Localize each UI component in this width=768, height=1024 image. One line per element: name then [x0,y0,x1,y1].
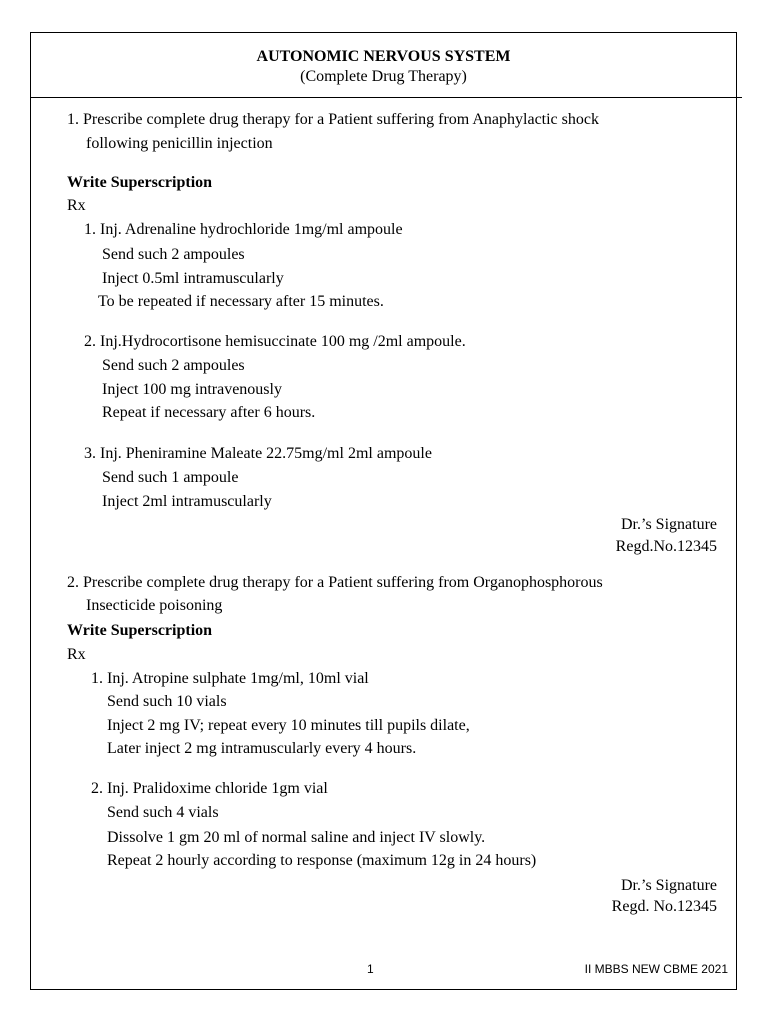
q1-drug2-line3: Inject 100 mg intravenously [102,381,282,398]
q1-signature: Dr.’s Signature [621,516,717,533]
q2-prompt-line1: 2. Prescribe complete drug therapy for a Patient suffering from Organophosphorous [67,574,603,591]
divider-tick [737,97,742,98]
q2-drug1-line3: Inject 2 mg IV; repeat every 10 minutes till pupils dilate, [107,717,470,734]
q2-drug2-line2: Send such 4 vials [107,804,219,821]
course-label: II MBBS NEW CBME 2021 [584,962,728,976]
q1-drug3-line1: 3. Inj. Pheniramine Maleate 22.75mg/ml 2ml ampoule [84,445,432,462]
page-title: AUTONOMIC NERVOUS SYSTEM [256,48,511,65]
q1-drug2-line2: Send such 2 ampoules [102,357,245,374]
q1-prompt-line1: 1. Prescribe complete drug therapy for a Patient suffering from Anaphylactic shock [67,111,599,128]
q2-drug2-line3: Dissolve 1 gm 20 ml of normal saline and inject IV slowly. [107,829,486,846]
q2-drug2-line4: Repeat 2 hourly according to response (maximum 12g in 24 hours) [107,852,537,869]
q2-rx: Rx [67,646,86,663]
q2-drug1-line1: 1. Inj. Atropine sulphate 1mg/ml, 10ml vial [91,670,369,687]
q1-drug1-line1: 1. Inj. Adrenaline hydrochloride 1mg/ml ampoule [84,221,403,238]
q1-regd-number: Regd.No.12345 [615,538,717,555]
page-number: 1 [367,962,374,976]
q1-drug3-line3: Inject 2ml intramuscularly [102,493,272,510]
q2-regd-number: Regd. No.12345 [611,898,717,915]
q2-drug2-line1: 2. Inj. Pralidoxime chloride 1gm vial [91,780,328,797]
header-divider [30,97,737,98]
q1-drug2-line1: 2. Inj.Hydrocortisone hemisuccinate 100 mg /2ml ampoule. [84,333,466,350]
q2-drug1-line2: Send such 10 vials [107,693,227,710]
q2-prompt-line2: Insecticide poisoning [86,597,223,614]
page-subtitle: (Complete Drug Therapy) [300,68,467,85]
q1-prompt-line2: following penicillin injection [86,135,273,152]
q2-signature: Dr.’s Signature [621,877,717,894]
q2-drug1-line4: Later inject 2 mg intramuscularly every 4 hours. [107,740,417,757]
q1-drug3-line2: Send such 1 ampoule [102,469,239,486]
q1-drug1-line4: To be repeated if necessary after 15 minutes. [98,293,384,310]
q1-rx: Rx [67,197,86,214]
q1-drug1-line3: Inject 0.5ml intramuscularly [102,270,284,287]
q1-drug2-line4: Repeat if necessary after 6 hours. [102,404,316,421]
q1-superscription-heading: Write Superscription [67,174,213,191]
q1-drug1-line2: Send such 2 ampoules [102,246,245,263]
q2-superscription-heading: Write Superscription [67,622,213,639]
